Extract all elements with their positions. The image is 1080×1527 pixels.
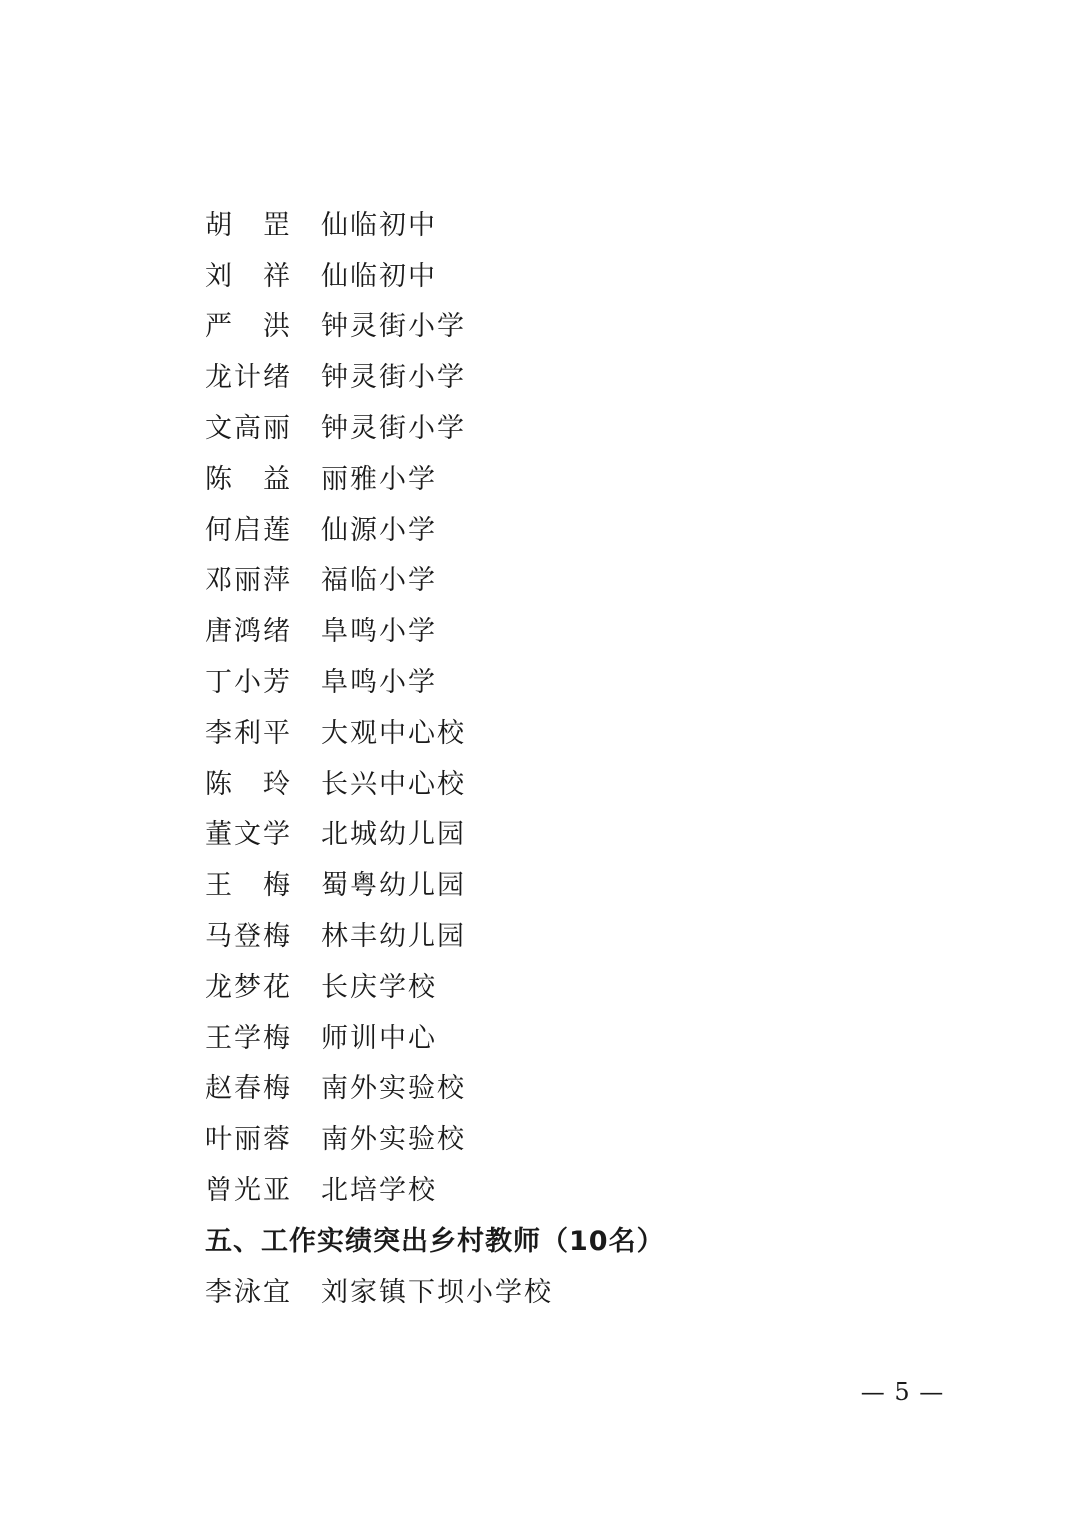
teacher-name: 唐鸿绪 — [205, 616, 292, 648]
teacher-name: 文高丽 — [205, 413, 292, 445]
teacher-name: 董文学 — [205, 819, 292, 851]
list-item — [205, 248, 1005, 299]
teacher-name: 何启莲 — [205, 514, 292, 546]
teacher-name: 严 洪 — [205, 311, 290, 343]
list-item — [205, 1010, 1005, 1061]
school-name: 钟灵街小学 — [321, 413, 466, 445]
list-item — [205, 400, 1005, 451]
teacher-name: 赵春梅 — [205, 1073, 292, 1105]
list-item — [205, 705, 1005, 756]
school-name: 蜀粤幼儿园 — [321, 870, 466, 902]
teacher-name: 邓丽萍 — [205, 565, 292, 597]
school-name: 南外实验校 — [321, 1073, 466, 1105]
school-name: 丽雅小学 — [321, 463, 437, 495]
teacher-name: 刘 祥 — [205, 260, 290, 292]
list-item — [205, 908, 1005, 959]
school-name: 阜鸣小学 — [321, 616, 437, 648]
list-item — [205, 1264, 1005, 1315]
list-item — [205, 1162, 1005, 1213]
teacher-name: 李泳宜 — [205, 1276, 292, 1308]
teacher-name: 陈 益 — [205, 463, 290, 495]
school-name: 长兴中心校 — [321, 768, 466, 800]
school-name: 福临小学 — [321, 565, 437, 597]
list-item — [205, 756, 1005, 807]
teacher-name: 龙计绪 — [205, 362, 292, 394]
list-item — [205, 807, 1005, 858]
teacher-name: 胡 罡 — [205, 209, 290, 241]
list-item — [205, 299, 1005, 350]
teacher-name: 马登梅 — [205, 921, 292, 953]
school-name: 刘家镇下坝小学校 — [321, 1276, 553, 1308]
teacher-name: 丁小芳 — [205, 667, 292, 699]
list-item — [205, 349, 1005, 400]
school-name: 阜鸣小学 — [321, 667, 437, 699]
school-name: 南外实验校 — [321, 1124, 466, 1156]
section-heading: 五、工作实绩突出乡村教师（10名） — [205, 1225, 665, 1257]
school-name: 钟灵街小学 — [321, 311, 466, 343]
teacher-name: 叶丽蓉 — [205, 1124, 292, 1156]
school-name: 林丰幼儿园 — [321, 921, 466, 953]
school-name: 北培学校 — [321, 1175, 437, 1207]
teacher-name: 王学梅 — [205, 1022, 292, 1054]
section-entries-group — [205, 1264, 1005, 1315]
teacher-name: 曾光亚 — [205, 1175, 292, 1207]
teacher-name: 龙梦花 — [205, 971, 292, 1003]
list-item — [205, 654, 1005, 705]
list-item — [205, 451, 1005, 502]
list-item — [205, 1061, 1005, 1112]
list-item — [205, 197, 1005, 248]
school-name: 长庆学校 — [321, 971, 437, 1003]
page-number: — 5 — — [860, 1378, 945, 1406]
list-item — [205, 603, 1005, 654]
list-item — [205, 1111, 1005, 1162]
list-item — [205, 857, 1005, 908]
school-name: 师训中心 — [321, 1022, 437, 1054]
school-name: 仙临初中 — [321, 260, 437, 292]
entries-group — [205, 197, 1005, 1213]
school-name: 北城幼儿园 — [321, 819, 466, 851]
teacher-list — [205, 197, 1005, 1315]
teacher-name: 李利平 — [205, 717, 292, 749]
teacher-name: 王 梅 — [205, 870, 290, 902]
school-name: 大观中心校 — [321, 717, 466, 749]
school-name: 钟灵街小学 — [321, 362, 466, 394]
list-item — [205, 502, 1005, 553]
school-name: 仙源小学 — [321, 514, 437, 546]
teacher-name: 陈 玲 — [205, 768, 290, 800]
school-name: 仙临初中 — [321, 209, 437, 241]
list-item — [205, 553, 1005, 604]
list-item — [205, 959, 1005, 1010]
